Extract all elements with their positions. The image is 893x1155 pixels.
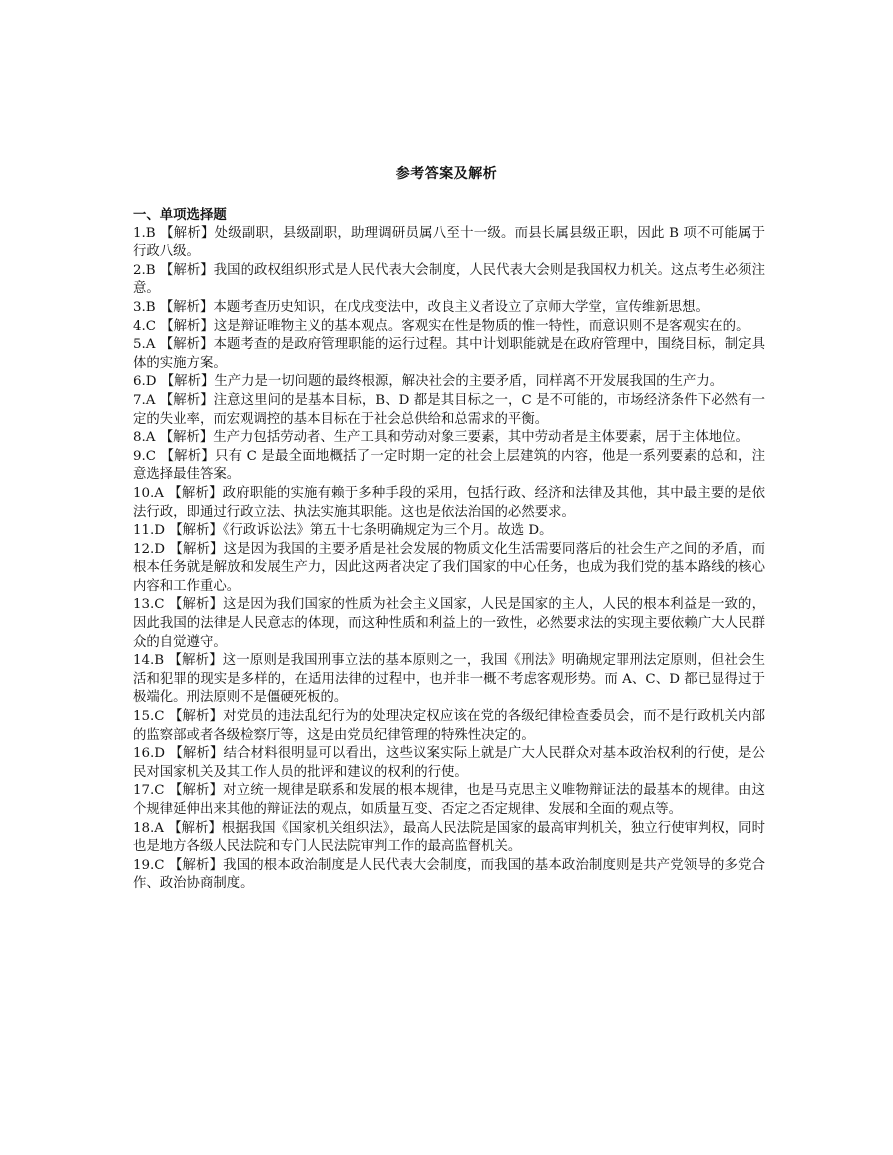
- answer-item-3: 3.B 【解析】本题考查历史知识，在戊戌变法中，改良主义者设立了京师大学堂，宣传维新思想。: [133, 299, 709, 315]
- page-title: 参考答案及解析: [395, 166, 498, 182]
- answer-item-16: 16.D 【解析】结合材料很明显可以看出，这些议案实际上就是广大人民群众对基本政治权利的行使，是公民对国家机关及其工作人员的批评和建议的权利的行使。: [133, 746, 765, 780]
- answer-item-10: 10.A 【解析】政府职能的实施有赖于多种手段的采用，包括行政、经济和法律及其他，其中最主要的是依法行政，即通过行政立法、执法实施其职能。这也是依法治国的必然要求。: [133, 485, 765, 520]
- answer-item-19: 19.C 【解析】我国的根本政治制度是人民代表大会制度，而我国的基本政治制度则是共产党领导的多党合作、政治协商制度。: [133, 857, 765, 892]
- answer-item-8: 8.A 【解析】生产力包括劳动者、生产工具和劳动对象三要素，其中劳动者是主体要素，居于主体地位。: [133, 430, 749, 446]
- answer-item-15: 15.C 【解析】对党员的违法乱纪行为的处理决定权应该在党的各级纪律检查委员会，而不是行政机关内部的监察部或者各级检察厅等，这是由党员纪律管理的特殊性决定的。: [133, 709, 765, 743]
- answer-list: [133, 206, 765, 894]
- answer-item-14: 14.B 【解析】这一原则是我国刑事立法的基本原则之一，我国《刑法》明确规定罪刑法定原则，但社会生活和犯罪的现实是多样的，在适用法律的过程中，也并非一概不考虑客观形势。而 A、C、D 都已显得过于极端化。刑法原则不是僵硬死板的。: [133, 653, 765, 706]
- answer-item-17: 17.C 【解析】对立统一规律是联系和发展的根本规律，也是马克思主义唯物辩证法的最基本的规律。由这个规律延伸出来其他的辩证法的观点，如质量互变、否定之否定规律、发展和全面的观点等。: [133, 783, 765, 817]
- answer-item-5: 5.A 【解析】本题考查的是政府管理职能的运行过程。其中计划职能就是在政府管理中，围绕目标，制定具体的实施方案。: [133, 337, 765, 371]
- answer-item-7: 7.A 【解析】注意这里问的是基本目标，B、D 都是其目标之一，C 是不可能的，市场经济条件下必然有一定的失业率，而宏观调控的基本目标在于社会总供给和总需求的平衡。: [133, 392, 765, 427]
- answer-item-4: 4.C 【解析】这是辩证唯物主义的基本观点。客观实在性是物质的惟一特性，而意识则不是客观实在的。: [133, 318, 750, 334]
- answer-item-1: 1.B 【解析】处级副职，县级副职，助理调研员属八至十一级。而县长属县级正职，因此 B 项不可能属于行政八级。: [133, 225, 765, 260]
- section-heading: 一、单项选择题: [133, 207, 227, 223]
- answer-item-2: 2.B 【解析】我国的政权组织形式是人民代表大会制度，人民代表大会则是我国权力机关。这点考生必须注意。: [133, 262, 765, 297]
- answer-item-6: 6.D 【解析】生产力是一切问题的最终根源，解决社会的主要矛盾，同样离不开发展我国的生产力。: [133, 374, 724, 390]
- answer-item-13: 13.C 【解析】这是因为我们国家的性质为社会主义国家，人民是国家的主人，人民的根本利益是一致的，因此我国的法律是人民意志的体现，而这种性质和利益上的一致性，必然要求法的实现主要依赖广大人民群众的自觉遵守。: [133, 597, 765, 650]
- answer-item-18: 18.A 【解析】根据我国《国家机关组织法》，最高人民法院是国家的最高审判机关，独立行使审判权，同时也是地方各级人民法院和专门人民法院审判工作的最高监督机关。: [133, 820, 765, 855]
- answer-item-12: 12.D 【解析】这是因为我国的主要矛盾是社会发展的物质文化生活需要同落后的社会生产之间的矛盾，而根本任务就是解放和发展生产力，因此这两者决定了我们国家的中心任务，也成为我们党的基本路线的核心内容和工作重心。: [133, 541, 765, 594]
- answer-item-11: 11.D 【解析】《行政诉讼法》第五十七条明确规定为三个月。故选 D。: [133, 523, 553, 539]
- answer-item-9: 9.C 【解析】只有 C 是最全面地概括了一定时期一定的社会上层建筑的内容，他是一系列要素的总和，注意选择最佳答案。: [133, 448, 765, 483]
